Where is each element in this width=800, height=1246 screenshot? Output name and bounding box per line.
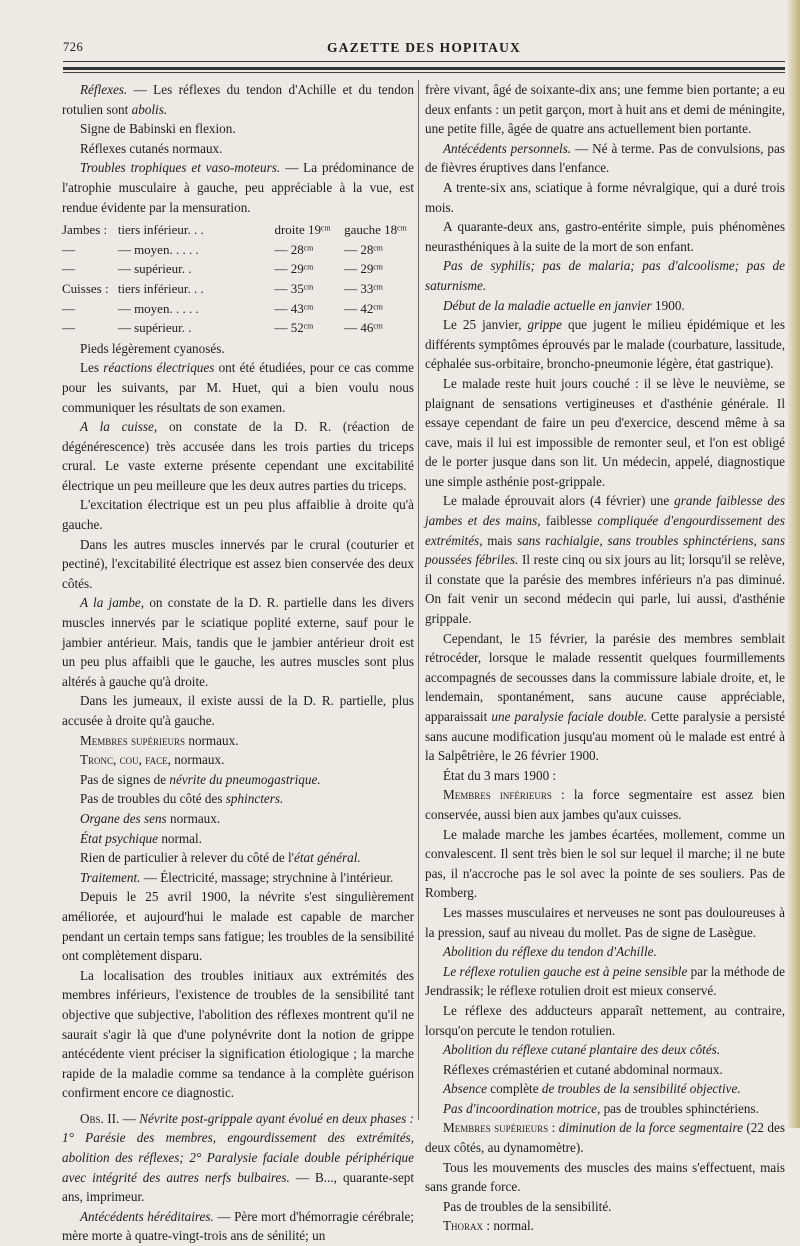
text: ont été étudiées, pour ce cas comme pour les suivants, par M. Huet, qui a bien voulu nous communiquer les résultats de son examen. xyxy=(62,360,415,415)
paragraph-trophic xyxy=(62,158,414,217)
paragraph xyxy=(425,785,785,824)
text: normaux. xyxy=(170,752,225,768)
right-column xyxy=(425,80,785,1236)
text: Cependant, le 15 février, la parésie des membres semblait rétrocéder, lorsque le malade ressentit quelques fourmillements accompagnés de secousses dans la commissure labiale droite, et, le lendemain, spontanément, sans aucune cause appréciable, apparaissait xyxy=(425,630,785,724)
paragraph xyxy=(62,593,414,691)
text-italic: A la cuisse, xyxy=(80,419,158,435)
measurement-row xyxy=(62,279,414,299)
paragraph-italic: Pas de syphilis; pas de malaria; pas d'alcoolisme; pas de saturnisme. xyxy=(425,258,785,293)
paragraph xyxy=(425,629,785,766)
paragraph xyxy=(425,962,785,1001)
paragraph: Signe de Babinski en flexion. xyxy=(80,121,236,137)
paragraph xyxy=(62,789,414,809)
header-double-rule-thick xyxy=(63,67,785,70)
measurement-cell: — 28ᶜᵐ xyxy=(344,241,384,257)
text: mais xyxy=(482,532,517,548)
text-italic: Pas d'incoordination motrice, xyxy=(443,1100,601,1116)
text-italic: Antécédents personnels. xyxy=(443,140,572,156)
measurement-cell: — 28ᶜᵐ xyxy=(274,241,314,257)
text-italic: Antécédents héréditaires. xyxy=(80,1208,214,1224)
text: on constate de la D. R. partielle dans les divers muscles innervés par le sciatique poplité externe, sauf pour le jambier antérieur. Mais, tandis que le jambier antérieur droit est un peu plus affaibli que le gauche, les autres muscles sont plus altérés à gauche qu'à droite. xyxy=(62,595,414,689)
text-smallcaps: Obs. II. — xyxy=(80,1110,140,1126)
text: Il reste cinq ou six jours au lit; lorsqu'il se relève, il constate que la parésie des membres inférieurs n'a pas diminué. On fait venir un second médecin qui parle, lui aussi, d'asthénie grippale. xyxy=(425,552,785,627)
text-italic: abolis. xyxy=(131,101,168,117)
text: normaux. xyxy=(166,810,221,826)
measurement-cell: — xyxy=(62,300,75,316)
paragraph xyxy=(62,829,414,849)
section-label: Troubles trophiques et vaso-moteurs. xyxy=(80,160,281,176)
paragraph xyxy=(62,358,414,417)
paragraph: Dans les jumeaux, il existe aussi de la D. R. partielle, plus accusée à droite qu'à gauche. xyxy=(62,693,414,728)
text-italic: Névrite post-grippale ayant évolué en deux phases : 1° Parésie des membres, engourdissement des extrémités, abolition des réflexes; 2° Paralysie faciale double périphérique avec intégrité des autres nerfs bulbaires. xyxy=(62,1110,414,1185)
measurement-cell: droite 19ᶜᵐ xyxy=(274,222,331,238)
paragraph: Le malade marche les jambes écartées, mollement, comme un convalescent. Il sent très bien le sol sur lequel il marche; il ne bute pas, il n'accroche pas le sol avec la pointe de ses souliers. Pas de Romberg. xyxy=(425,826,785,901)
paragraph: Dans les autres muscles innervés par le crural (couturier et pectiné), l'excitabilité électrique est assez bien conservée des deux côtés. xyxy=(62,536,414,591)
journal-title: GAZETTE DES HOPITAUX xyxy=(326,40,522,55)
measurement-row xyxy=(62,299,414,319)
text-italic: compliquée d'engourdissement des extrémités, xyxy=(425,513,785,548)
measurement-cell: — supérieur. . xyxy=(117,320,192,336)
text: Le malade éprouvait alors (4 février) une xyxy=(443,493,675,509)
measurement-row xyxy=(62,240,414,260)
text-italic: Traitement. xyxy=(80,869,141,885)
text: — La prédominance de l'atrophie musculaire à gauche, peu appréciable à la vue, est rendue évidente par la mensuration. xyxy=(62,160,414,215)
text-smallcaps: Membres supérieurs xyxy=(80,732,186,748)
measurement-cell: — xyxy=(62,241,75,257)
text: : la force segmentaire est assez bien conservée, aussi bien aux jambes qu'aux cuisses. xyxy=(425,787,785,822)
paragraph-italic: Abolition du réflexe du tendon d'Achille. xyxy=(443,944,657,960)
measurement-cell: tiers inférieur. . . xyxy=(117,280,204,296)
paragraph: Tous les mouvements des muscles des mains s'effectuent, mais sans grande force. xyxy=(425,1159,785,1195)
page-number: 726 xyxy=(63,40,84,54)
measurement-cell: — moyen. . . . . xyxy=(117,300,199,316)
text-smallcaps: Membres inférieurs xyxy=(443,787,552,803)
text: — Les réflexes du tendon d'Achille et du tendon rotulien sont xyxy=(62,82,414,117)
text: 1900. xyxy=(651,297,685,313)
text: Pas de signes de xyxy=(80,771,170,787)
paragraph: frère vivant, âgé de soixante-dix ans; une femme bien portante; a eu deux enfants : un petit garçon, mort à huit ans et demi de méningite, une petite fille, âgée de quatre ans actuellement bien portante. xyxy=(425,82,785,137)
paragraph xyxy=(62,848,414,868)
paragraph xyxy=(425,296,785,316)
paragraph: Le malade reste huit jours couché : il se lève le neuvième, se plaignant de sensations vertigineuses et d'asthénie générale. Il essaye cependant de faire un peu d'exercice, descend même à sa cave, mais il lui est impossible de remonter seul, et l'on est obligé de le porter jusque dans son lit. Un médecin, appelé, diagnostique une simple asthénie post-grippale. xyxy=(425,375,785,489)
measurement-cell: — 29ᶜᵐ xyxy=(274,261,314,277)
text: normal. xyxy=(158,830,202,846)
paragraph: État du 3 mars 1900 : xyxy=(443,767,557,783)
paragraph: L'excitation électrique est un peu plus affaiblie à droite qu'à gauche. xyxy=(62,497,414,533)
paragraph xyxy=(62,731,414,751)
text-italic: état général. xyxy=(294,850,361,866)
measurement-cell: — 33ᶜᵐ xyxy=(344,280,384,296)
measurement-cell: — xyxy=(62,261,75,277)
text: que jugent le milieu épidémique et les différents symptômes éprouvés par le malade (courbature, lassitude, céphalée sus-orbitaire, broncho-pneumonie légère, état gastrique). xyxy=(425,317,785,372)
text: (22 des deux côtés, au dynamomètre). xyxy=(425,1120,785,1156)
text-italic: une paralysie faciale double. xyxy=(491,709,647,724)
measurement-row xyxy=(62,259,414,279)
text-italic: névrite du pneumogastrique. xyxy=(169,771,321,787)
paragraph xyxy=(62,809,414,829)
observation-heading xyxy=(62,1109,414,1207)
paragraph xyxy=(425,1118,785,1157)
text: — Électricité, massage; strychnine à l'intérieur. xyxy=(140,869,394,885)
text: — Né à terme. Pas de convulsions, pas de fièvres éruptives dans l'enfance. xyxy=(425,140,785,176)
header-rule xyxy=(63,61,785,62)
text-smallcaps: Thorax xyxy=(443,1218,484,1234)
text-italic: Le réflexe rotulien gauche est à peine sensible xyxy=(443,963,688,979)
paragraph xyxy=(425,1216,785,1236)
paragraph xyxy=(62,770,414,790)
text-italic: Début de la maladie actuelle en janvier xyxy=(443,297,652,313)
paragraph-reflexes xyxy=(62,80,414,119)
text-italic: diminution de la force segmentaire xyxy=(558,1120,743,1136)
paragraph-italic: Abolition du réflexe cutané plantaire des deux côtés. xyxy=(443,1042,721,1058)
text-smallcaps: Tronc, cou, face, xyxy=(80,752,171,768)
text: Rien de particulier à relever du côté de l' xyxy=(80,850,295,866)
text: faiblesse xyxy=(540,513,598,529)
measurement-cell: — 29ᶜᵐ xyxy=(344,261,384,277)
column-divider xyxy=(418,80,419,1120)
measurement-row xyxy=(62,220,414,240)
measurement-cell: Jambes : xyxy=(62,222,108,238)
paragraph: Les masses musculaires et nerveuses ne sont pas douloureuses à la pression, sauf au niveau du mollet. Pas de signe de Lasègue. xyxy=(425,904,785,940)
paragraph xyxy=(425,491,785,628)
paragraph: Pas de troubles de la sensibilité. xyxy=(443,1198,612,1214)
text-italic: sans rachialgie, sans troubles sphinctériens, sans poussées fébriles. xyxy=(425,532,785,568)
measurement-cell: — supérieur. . xyxy=(117,261,192,277)
paragraph: Réflexes cutanés normaux. xyxy=(80,140,223,156)
paragraph xyxy=(62,417,414,495)
paragraph: Depuis le 25 avril 1900, la névrite s'est singulièrement améliorée, et aujourd'hui le malade est capable de marcher pendant un certain temps sans fatigue; les troubles de la sensibilité ont complètement disparu. xyxy=(62,889,414,964)
left-column xyxy=(62,80,414,1246)
text: Pas de troubles du côté des xyxy=(80,791,226,807)
paragraph xyxy=(425,1079,785,1099)
measurement-cell: gauche 18ᶜᵐ xyxy=(344,222,407,238)
text: : normal. xyxy=(483,1218,534,1234)
text-italic: Organe des sens xyxy=(80,810,167,826)
measurement-row xyxy=(62,318,414,338)
paragraph xyxy=(425,315,785,374)
text: Le 25 janvier, xyxy=(443,317,528,333)
measurement-cell: Cuisses : xyxy=(62,280,109,296)
text: par la méthode de Jendrassik; le réflexe rotulien droit est mieux conservé. xyxy=(425,963,785,999)
paragraph: A trente-six ans, sciatique à forme névralgique, qui a duré trois mois. xyxy=(425,179,785,215)
text-italic: de troubles de la sensibilité objective. xyxy=(541,1081,741,1097)
text: on constate de la D. R. (réaction de dégénérescence) très accusée dans les trois parties du triceps crural. Le vaste externe présente cependant une excitabilité électrique un peu meilleure que les deux autres parties du triceps. xyxy=(62,419,414,493)
measurement-cell: tiers inférieur. . . xyxy=(117,222,204,238)
measurement-table xyxy=(62,220,414,338)
text: complète xyxy=(486,1081,542,1097)
paragraph: Pieds légèrement cyanosés. xyxy=(80,340,225,356)
paragraph: La localisation des troubles initiaux aux extrémités des membres inférieurs, l'existence de troubles de la sensibilité tant objective que subjective, l'abolition des réflexes montrent qu'il ne saurait s'agir là que d'une polynévrite dont la notion de grippe antécédente vient préciser la signification étiologique ; la marche rapide de la maladie comme sa tendance à la complète guérison confirment encore ce diagnostic. xyxy=(62,967,414,1101)
text-italic: réactions électriques xyxy=(103,360,215,376)
text-italic: Absence xyxy=(443,1081,487,1097)
measurement-cell: — 46ᶜᵐ xyxy=(344,320,384,336)
text: — Père mort d'hémorragie cérébrale; mère morte à quatre-vingt-trois ans de sénilité; un xyxy=(62,1208,415,1244)
measurement-cell: — 52ᶜᵐ xyxy=(274,320,314,336)
paragraph xyxy=(62,750,414,770)
paragraph: A quarante-deux ans, gastro-entérite simple, puis phénomènes neurasthéniques à la suite de la mort de son enfant. xyxy=(425,219,785,254)
measurement-cell: — moyen. . . . . xyxy=(117,241,199,257)
measurement-cell: — 43ᶜᵐ xyxy=(274,300,314,316)
text: — B..., quarante-sept ans, imprimeur. xyxy=(62,1169,414,1205)
text: normaux. xyxy=(185,732,239,748)
text: : xyxy=(548,1120,559,1136)
paragraph: Le réflexe des adducteurs apparaît nettement, au contraire, lorsqu'on percute le tendon rotulien. xyxy=(425,1002,785,1038)
text: Cette paralysie a persisté sans aucune modification jusqu'au moment où le malade est entré à la Salpêtrière, le 26 février 1900. xyxy=(425,709,785,764)
text-smallcaps: Membres supérieurs xyxy=(443,1120,549,1136)
measurement-cell: — 42ᶜᵐ xyxy=(344,300,384,316)
text-italic: État psychique xyxy=(80,830,159,846)
paragraph xyxy=(62,868,414,888)
text: pas de troubles sphinctériens. xyxy=(600,1100,759,1116)
measurement-cell: — 35ᶜᵐ xyxy=(274,280,314,296)
measurement-cell: — xyxy=(62,320,75,336)
header-double-rule-thin xyxy=(63,72,785,73)
text-italic: grippe xyxy=(527,317,562,333)
paragraph xyxy=(425,139,785,178)
text: Les xyxy=(80,360,104,376)
page-header xyxy=(63,40,785,60)
section-label-reflexes: Réflexes. xyxy=(80,82,128,97)
text-italic: sphincters. xyxy=(225,791,284,807)
paragraph xyxy=(62,1207,414,1246)
text-italic: A la jambe, xyxy=(80,595,145,611)
text-italic: grande faiblesse des jambes et des mains, xyxy=(425,493,785,529)
book-spine-edge xyxy=(788,0,800,1128)
paragraph xyxy=(425,1099,785,1119)
paragraph: Réflexes crémastérien et cutané abdominal normaux. xyxy=(443,1061,723,1077)
